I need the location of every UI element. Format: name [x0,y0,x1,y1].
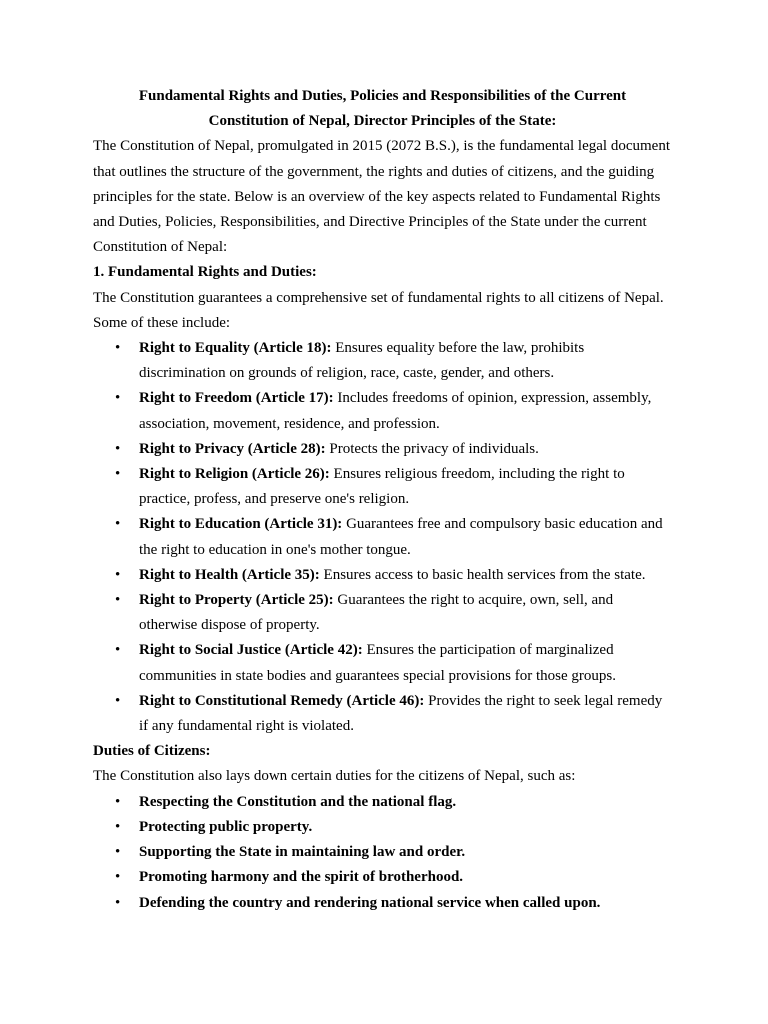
right-label: Right to Equality (Article 18): [139,340,332,357]
right-label: Right to Privacy (Article 28): [139,440,326,457]
bullet-icon: • [115,894,121,911]
bullet-icon: • [115,390,121,407]
right-text: Ensures equality before the law, prohibits discrimination on grounds of religion, race, caste, gender, and others. [139,340,585,382]
list-item [115,563,672,588]
right-label: Right to Constitutional Remedy (Article 46): [139,692,425,709]
bullet-icon: • [115,440,121,457]
right-text: Ensures access to basic health services from the state. [319,566,646,583]
right-label: Right to Religion (Article 26): [139,466,330,483]
bullet-icon: • [115,793,121,810]
document-title [93,84,672,134]
list-item [115,386,672,436]
section-heading-fundamental-rights: 1. Fundamental Rights and Duties: [93,264,317,281]
list-item [115,891,672,916]
right-label: Right to Health (Article 35): [139,566,320,583]
bullet-icon: • [115,340,121,357]
rights-intro-paragraph: The Constitution guarantees a comprehensive set of fundamental rights to all citizens of Nepal. Some of these include: [93,289,664,331]
duty-text: Respecting the Constitution and the national flag. [139,793,457,810]
bullet-icon: • [115,466,121,483]
right-label: Right to Property (Article 25): [139,592,334,609]
bullet-icon: • [115,692,121,709]
duties-intro-paragraph: The Constitution also lays down certain duties for the citizens of Nepal, such as: [93,768,576,785]
duty-text: Supporting the State in maintaining law and order. [139,844,466,861]
right-text: Includes freedoms of opinion, expression, assembly, association, movement, residence, and profession. [139,390,652,432]
right-text: Provides the right to seek legal remedy if any fundamental right is violated. [139,692,663,735]
right-text: Guarantees the right to acquire, own, sell, and otherwise dispose of property. [139,592,614,634]
bullet-icon: • [115,818,121,835]
bullet-icon: • [115,844,121,861]
list-item [115,689,672,739]
duty-text: Promoting harmony and the spirit of brotherhood. [139,869,464,886]
right-text: Ensures the participation of marginalized communities in state bodies and guarantees special provisions for those groups. [139,642,616,684]
duties-list [93,790,672,916]
duty-text: Defending the country and rendering national service when called upon. [139,894,601,911]
bullet-icon: • [115,592,121,609]
right-text: Ensures religious freedom, including the right to practice, profess, and preserve one's religion. [139,466,625,508]
bullet-icon: • [115,869,121,886]
section-heading-duties: Duties of Citizens: [93,743,211,760]
title-line-1: Fundamental Rights and Duties, Policies and Responsibilities of the Current [138,88,627,104]
intro-paragraph: The Constitution of Nepal, promulgated in 2015 (2072 B.S.), is the fundamental legal document that outlines the structure of the government, the rights and duties of citizens, and the guiding principles for the state. Below is an overview of the key aspects related to Fundamental Rights and Duties, Policies, Responsibilities, and Directive Principles of the State under the current Constitution of Nepal: [93,138,670,256]
list-item [115,512,672,562]
list-item [115,462,672,512]
list-item [115,865,672,890]
list-item [115,588,672,638]
bullet-icon: • [115,566,121,583]
bullet-icon: • [115,516,121,533]
list-item [115,840,672,865]
duty-text: Protecting public property. [139,818,313,835]
title-line-2: Constitution of Nepal, Director Principles of the State: [208,113,557,130]
right-text: Protects the privacy of individuals. [325,440,539,457]
right-text: Guarantees free and compulsory basic education and the right to education in one's mother tongue. [139,516,663,558]
list-item [115,638,672,688]
rights-list [93,336,672,739]
list-item [115,815,672,840]
right-label: Right to Education (Article 31): [139,516,343,533]
list-item [115,790,672,815]
list-item [115,336,672,386]
list-item [115,437,672,462]
right-label: Right to Freedom (Article 17): [139,390,334,407]
right-label: Right to Social Justice (Article 42): [139,642,363,659]
bullet-icon: • [115,642,121,659]
